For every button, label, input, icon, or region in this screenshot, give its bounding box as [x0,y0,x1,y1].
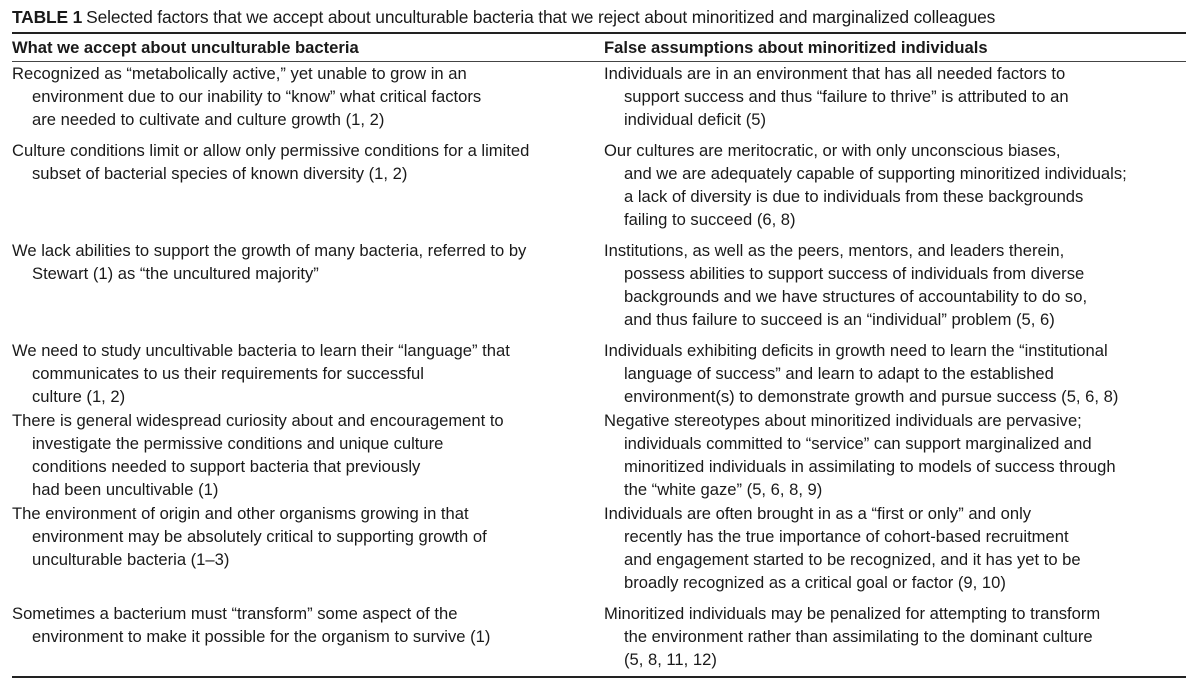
cell-text-line: Institutions, as well as the peers, mentors, and leaders therein, [604,241,1065,260]
table-row [12,239,1186,339]
cell-text-line: Stewart (1) as “the uncultured majority” [32,264,319,283]
table-caption-text: Selected factors that we accept about unculturable bacteria that we reject about minoritized and marginalized colleagues [86,7,996,27]
table-cell-right [604,139,1186,232]
cell-text-line: failing to succeed (6, 8) [624,210,796,229]
cell-text-line: We need to study uncultivable bacteria to learn their “language” that [12,341,510,360]
cell-text-line: Negative stereotypes about minoritized individuals are pervasive; [604,411,1082,430]
cell-text-line: There is general widespread curiosity about and encouragement to [12,411,504,430]
cell-text-line: Minoritized individuals may be penalized for attempting to transform [604,604,1101,623]
table-label: TABLE 1 [12,7,83,27]
table-caption [12,6,1186,28]
cell-text-line: Culture conditions limit or allow only permissive conditions for a limited [12,141,530,160]
table-cell-left [12,502,604,595]
cell-text-line: We lack abilities to support the growth of many bacteria, referred to by [12,241,527,260]
table-cell-left [12,62,604,132]
cell-text-line: and engagement started to be recognized, and it has yet to be [624,550,1081,569]
cell-text-line: conditions needed to support bacteria that previously [32,457,421,476]
table-row [12,339,1186,409]
table-row [12,502,1186,602]
table-cell-right [604,409,1186,502]
cell-text-line: a lack of diversity is due to individuals from these backgrounds [624,187,1084,206]
cell-text-line: environment may be absolutely critical to supporting growth of [32,527,487,546]
cell-text-line: individual deficit (5) [624,110,767,129]
table-cell-right [604,339,1186,409]
cell-text-line: are needed to cultivate and culture growth (1, 2) [32,110,385,129]
cell-text-line: environment due to our inability to “know” what critical factors [32,87,482,106]
cell-text-line: and we are adequately capable of supporting minoritized individuals; [624,164,1127,183]
cell-text-line: backgrounds and we have structures of accountability to do so, [624,287,1088,306]
table-row [12,409,1186,502]
cell-text-line: The environment of origin and other organisms growing in that [12,504,469,523]
cell-text-line: unculturable bacteria (1–3) [32,550,230,569]
cell-text-line: Individuals exhibiting deficits in growth need to learn the “institutional [604,341,1108,360]
cell-text-line: and thus failure to succeed is an “individual” problem (5, 6) [624,310,1055,329]
table-cell-left [12,139,604,232]
cell-text-line: minoritized individuals in assimilating to models of success through [624,457,1116,476]
cell-text-line: culture (1, 2) [32,387,126,406]
table-cell-left [12,602,604,672]
cell-text-line: broadly recognized as a critical goal or factor (9, 10) [624,573,1006,592]
table-header-row [12,34,1186,61]
cell-text-line: communicates to us their requirements for successful [32,364,424,383]
column-header-right: False assumptions about minoritized individuals [604,38,988,57]
cell-text-line: support success and thus “failure to thrive” is attributed to an [624,87,1069,106]
table-cell-right [604,62,1186,132]
cell-text-line: the “white gaze” (5, 6, 8, 9) [624,480,823,499]
cell-text-line: Our cultures are meritocratic, or with only unconscious biases, [604,141,1061,160]
cell-text-line: investigate the permissive conditions and unique culture [32,434,444,453]
cell-text-line: individuals committed to “service” can support marginalized and [624,434,1092,453]
cell-text-line: recently has the true importance of cohort-based recruitment [624,527,1069,546]
table-row [12,139,1186,239]
table-cell-right [604,602,1186,672]
table-cell-right [604,502,1186,595]
cell-text-line: Individuals are in an environment that has all needed factors to [604,64,1066,83]
cell-text-line: environment to make it possible for the organism to survive (1) [32,627,491,646]
table-cell-left [12,339,604,409]
column-header-left: What we accept about unculturable bacteria [12,38,359,57]
cell-text-line: (5, 8, 11, 12) [624,650,717,669]
cell-text-line: subset of bacterial species of known diversity (1, 2) [32,164,408,183]
table-body [12,62,1186,672]
table-row [12,602,1186,672]
table-cell-left [12,409,604,502]
cell-text-line: Individuals are often brought in as a “first or only” and only [604,504,1032,523]
table-row [12,62,1186,139]
table-cell-right [604,239,1186,332]
cell-text-line: the environment rather than assimilating to the dominant culture [624,627,1093,646]
cell-text-line: environment(s) to demonstrate growth and pursue success (5, 6, 8) [624,387,1119,406]
cell-text-line: possess abilities to support success of individuals from diverse [624,264,1085,283]
table-cell-left [12,239,604,332]
cell-text-line: Sometimes a bacterium must “transform” some aspect of the [12,604,458,623]
cell-text-line: Recognized as “metabolically active,” yet unable to grow in an [12,64,467,83]
cell-text-line: language of success” and learn to adapt to the established [624,364,1054,383]
cell-text-line: had been uncultivable (1) [32,480,219,499]
